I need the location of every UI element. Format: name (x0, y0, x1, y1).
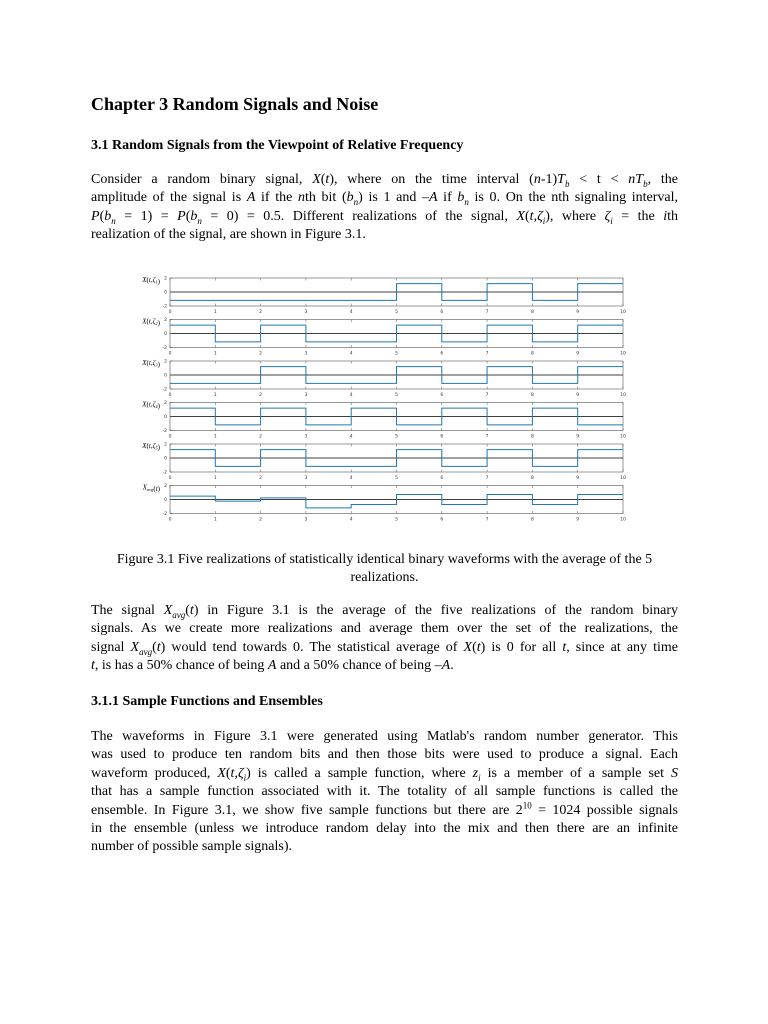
x-tick-label: 10 (620, 310, 626, 315)
y-tick-label: 0 (164, 415, 167, 421)
subplot-5 (141, 442, 626, 481)
para3-line-3: waveform produced, $X(t,\zeta_i)$ is called a sample function, where $z_i$ is a member of a sample set S (91, 765, 678, 783)
x-tick-label: 0 (168, 476, 172, 481)
figure-3-1 (130, 270, 630, 532)
x-tick-label: 6 (440, 351, 444, 357)
para1-line-1: Consider a random binary signal, X(t), where on the time interval $(n-1)T_b < t < nT_b$, the (91, 172, 678, 189)
x-tick-label: 1 (213, 393, 217, 398)
x-tick-label: 4 (349, 434, 353, 440)
para3-line-1: The waveforms in Figure 3.1 were generated using Matlab's random number generator. This (91, 729, 678, 744)
x-tick-label: 2 (259, 351, 263, 357)
x-tick-label: 6 (440, 310, 444, 315)
intro-paragraph (91, 171, 678, 245)
y-tick-label: 2 (164, 359, 167, 365)
subsection-title: 3.1.1 Sample Functions and Ensembles (91, 694, 323, 709)
para3-line-6: in the ensemble (unless we introduce random delay into the mix and then there are an infinite (91, 821, 678, 837)
y-tick-label: -2 (162, 346, 167, 352)
x-tick-label: 4 (349, 351, 353, 357)
y-tick-label: 0 (164, 456, 167, 462)
x-tick-label: 10 (620, 476, 626, 481)
x-tick-label: 7 (485, 517, 489, 523)
x-tick-label: 10 (620, 434, 626, 440)
subplot-4 (141, 400, 626, 439)
x-tick-label: 8 (530, 434, 534, 440)
x-tick-label: 9 (576, 434, 580, 440)
x-tick-label: 3 (304, 476, 308, 481)
y-tick-label: 2 (164, 276, 167, 282)
x-tick-label: 6 (440, 476, 444, 481)
x-tick-label: 2 (259, 517, 263, 523)
y-tick-label: -2 (162, 304, 167, 310)
x-tick-label: 1 (213, 310, 217, 315)
y-tick-label: 0 (164, 290, 167, 296)
x-tick-label: 6 (440, 434, 444, 440)
figure-caption: Figure 3.1 Five realizations of statistically identical binary waveforms with the average of the 5 realizations. (116, 552, 653, 586)
x-tick-label: 8 (530, 517, 534, 523)
average-paragraph (91, 602, 678, 676)
y-tick-label: -2 (162, 387, 167, 393)
x-tick-label: 0 (168, 351, 172, 357)
x-tick-label: 0 (168, 434, 172, 440)
x-tick-label: 6 (440, 517, 444, 523)
x-tick-label: 0 (168, 517, 172, 523)
para2-line-3: signal $X_{avg}(t)$ would tend towards 0. The statistical average of X(t) is 0 for all t, since at any time (91, 639, 678, 657)
para3-line-5: ensemble. In Figure 3.1, we show five sample functions but there are $2^{10} = 1024$ possible signals (91, 799, 678, 818)
para2-line-4: t, is has a 50% chance of being A and a 50% chance of being –A. (91, 658, 454, 674)
para1-line-2: amplitude of the signal is A if the nth bit $(b_n)$ is 1 and –A if $b_n$ is 0. On the nth signaling interval, (91, 190, 678, 208)
y-tick-label: 0 (164, 332, 167, 338)
x-tick-label: 9 (576, 351, 580, 357)
waveform-line (170, 494, 623, 507)
y-tick-label: -2 (162, 429, 167, 435)
x-tick-label: 3 (304, 434, 308, 440)
x-tick-label: 1 (213, 476, 217, 481)
x-tick-label: 1 (213, 434, 217, 440)
y-tick-label: -2 (162, 470, 167, 476)
x-tick-label: 2 (259, 476, 263, 481)
x-tick-label: 10 (620, 393, 626, 398)
x-tick-label: 2 (259, 393, 263, 398)
section-title: 3.1 Random Signals from the Viewpoint of Relative Frequency (91, 138, 464, 153)
x-tick-label: 4 (349, 393, 353, 398)
x-tick-label: 9 (576, 517, 580, 523)
x-tick-label: 5 (395, 517, 398, 523)
para1-line-3: $P(b_n = 1) = P(b_n = 0) = 0.5$. Different realizations of the signal, $X(t,\zeta_i)$, where $\zeta_i$ = the ith (91, 208, 678, 226)
subplot-6 (142, 483, 626, 522)
x-tick-label: 1 (213, 517, 217, 523)
x-tick-label: 5 (395, 351, 398, 357)
x-tick-label: 4 (349, 310, 353, 315)
y-tick-label: 2 (164, 318, 167, 324)
x-tick-label: 4 (349, 517, 353, 523)
x-tick-label: 1 (213, 351, 217, 357)
ensemble-paragraph (91, 728, 678, 857)
x-tick-label: 5 (395, 476, 398, 481)
x-tick-label: 2 (259, 434, 263, 440)
x-tick-label: 0 (168, 393, 172, 398)
series-label: $X(t,\zeta_2)$ (142, 317, 160, 327)
x-tick-label: 10 (620, 351, 626, 357)
y-tick-label: -2 (162, 512, 167, 518)
x-tick-label: 3 (304, 517, 308, 523)
subplot-2 (141, 317, 626, 356)
subplot-1 (141, 276, 626, 315)
para1-line-4: realization of the signal, are shown in Figure 3.1. (91, 227, 366, 243)
chapter-title: Chapter 3 Random Signals and Noise (91, 94, 379, 114)
x-tick-label: 6 (440, 393, 444, 398)
para3-line-7: number of possible sample signals). (91, 839, 293, 855)
x-tick-label: 3 (304, 310, 308, 315)
y-tick-label: 0 (164, 498, 167, 504)
x-tick-label: 9 (576, 393, 580, 398)
x-tick-label: 7 (485, 310, 489, 315)
x-tick-label: 7 (485, 393, 489, 398)
x-tick-label: 4 (349, 476, 353, 481)
series-label: $X(t,\zeta_3)$ (142, 359, 160, 369)
x-tick-label: 8 (530, 310, 534, 315)
x-tick-label: 7 (485, 476, 489, 481)
x-tick-label: 0 (168, 310, 172, 315)
x-tick-label: 2 (259, 310, 263, 315)
x-tick-label: 8 (530, 476, 534, 481)
x-tick-label: 10 (620, 517, 626, 523)
y-tick-label: 2 (164, 442, 167, 448)
x-tick-label: 8 (530, 393, 534, 398)
x-tick-label: 3 (304, 393, 308, 398)
series-label: $X(t,\zeta_4)$ (142, 400, 160, 410)
x-tick-label: 3 (304, 351, 308, 357)
para3-line-4: that has a sample function associated with it. The totality of all sample functions is called the (91, 784, 678, 800)
x-tick-label: 8 (530, 351, 534, 357)
para3-line-2: was used to produce ten random bits and then those bits were used to produce a signal. Each (91, 747, 678, 763)
x-tick-label: 7 (485, 351, 489, 357)
para2-line-1: The signal $X_{avg}(t)$ in Figure 3.1 is the average of the five realizations of the random binary (91, 603, 678, 620)
y-tick-label: 2 (164, 401, 167, 407)
x-tick-label: 5 (395, 310, 398, 315)
x-tick-label: 9 (576, 476, 580, 481)
x-tick-label: 9 (576, 310, 580, 315)
y-tick-label: 0 (164, 373, 167, 379)
para2-line-2: signals. As we create more realizations and average them over the set of the realizations, the (91, 621, 678, 637)
series-label: $X_{avg}(t)$ (142, 483, 160, 493)
x-tick-label: 5 (395, 393, 398, 398)
y-tick-label: 2 (164, 484, 167, 490)
series-label: $X(t,\zeta_5)$ (142, 442, 160, 452)
x-tick-label: 7 (485, 434, 489, 440)
series-label: $X(t,\zeta_1)$ (142, 276, 160, 286)
x-tick-label: 5 (395, 434, 398, 440)
subplot-3 (141, 359, 626, 398)
